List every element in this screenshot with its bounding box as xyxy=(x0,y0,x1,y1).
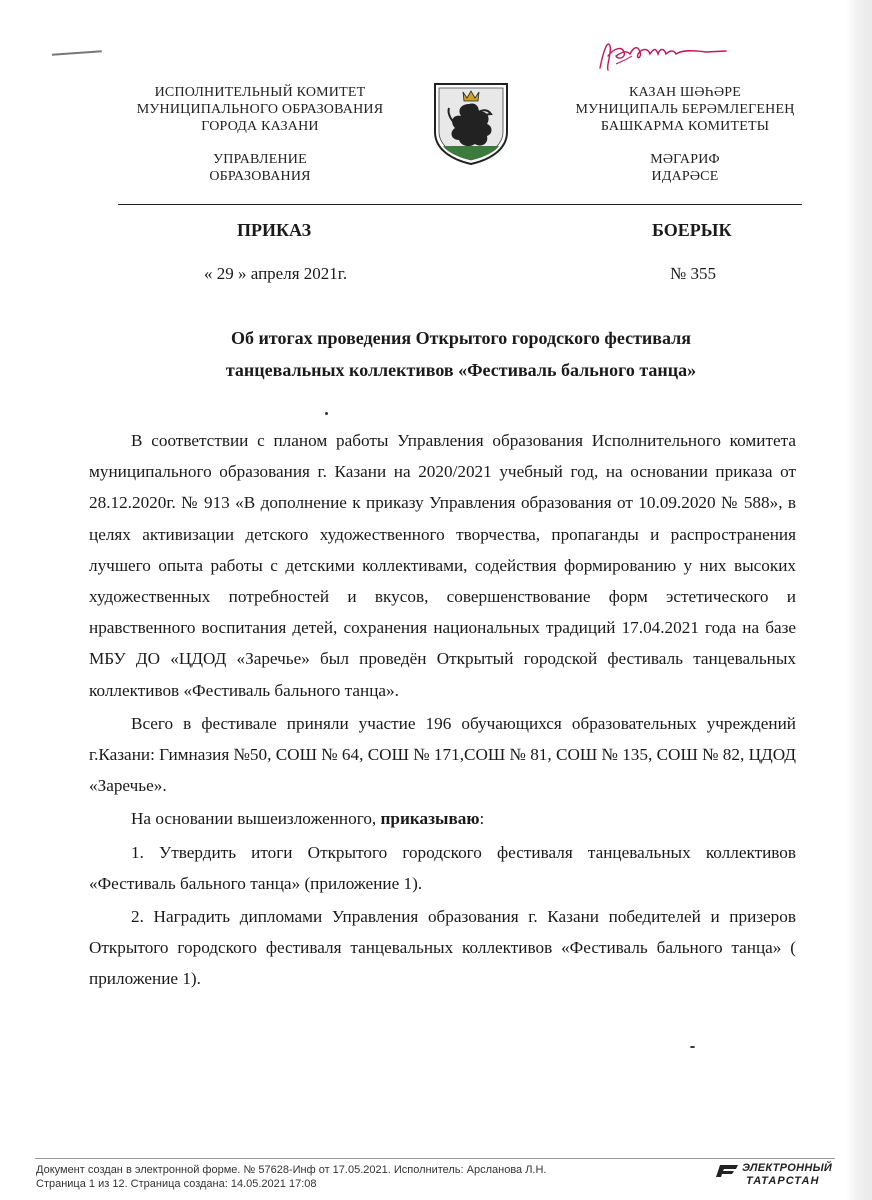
header-right-org xyxy=(520,84,850,135)
header-right-department xyxy=(520,151,850,185)
order-directive: приказываю xyxy=(380,809,480,829)
order-subject-line: Об итогах проведения Открытого городского фестиваля xyxy=(231,328,691,348)
scan-speck xyxy=(325,412,328,415)
brand-line: ЭЛЕКТРОННЫЙ xyxy=(742,1162,833,1174)
header-right-line: КАЗАН ШӘҺӘРЕ xyxy=(628,85,741,100)
signature-icon xyxy=(596,38,736,78)
scan-speck xyxy=(690,1046,695,1048)
order-title-ru: ПРИКАЗ xyxy=(237,220,312,240)
header-right-line: БАШКАРМА КОМИТЕТЫ xyxy=(600,119,770,134)
order-title-tt: БОЕРЫК xyxy=(652,220,732,240)
body-text-run: : xyxy=(479,809,485,829)
body-paragraph: В соответствии с планом работы Управления образования Исполнительного комитета муниципального образования г. Казани на 2020/2021 учебный год, на основании приказа от 28.12.2020г. № 913 «В дополнение к приказу Управления образования от 10.09.2020 № 588», в целях активизации детского художественного творчества, пропаганды и распространения лучшего опыта работы с детскими коллективами, содействия формированию у них высоких художественных потребностей и вкусов, совершенствование форм эстетического и нравственного воспитания детей, сохранения национальных традиций 17.04.2021 года на базе МБУ ДО «ЦДОД «Заречье» был проведён Открытый городской фестиваль танцевальных коллективов «Фестиваль бального танца». xyxy=(89,431,796,700)
kazan-emblem-icon xyxy=(431,80,511,166)
header-left-sub-line: УПРАВЛЕНИЕ xyxy=(213,152,307,167)
order-body xyxy=(89,425,796,995)
header-left-line: ИСПОЛНИТЕЛЬНЫЙ КОМИТЕТ xyxy=(154,85,366,100)
body-paragraph: 2. Наградить дипломами Управления образования г. Казани победителей и призеров Открытого городского фестиваля танцевальных коллективов «Фестиваль бального танца» ( приложение 1). xyxy=(89,907,796,989)
brand-line: ТАТАРСТАН xyxy=(746,1175,820,1187)
scan-mark xyxy=(52,50,102,59)
body-paragraph xyxy=(89,803,796,834)
header-left-line: ГОРОДА КАЗАНИ xyxy=(201,119,319,134)
order-date: « 29 » апреля 2021г. xyxy=(204,264,348,283)
header-divider xyxy=(118,204,802,205)
body-text-run: На основании вышеизложенного, xyxy=(131,809,381,829)
footer-line: Страница 1 из 12. Страница создана: 14.05.2021 17:08 xyxy=(36,1178,317,1190)
header-left-sub-line: ОБРАЗОВАНИЯ xyxy=(209,169,311,184)
order-subject-line: танцевальных коллективов «Фестиваль бального танца» xyxy=(225,360,697,380)
header-right-sub-line: МӘГАРИФ xyxy=(650,152,720,167)
body-paragraph: Всего в фестивале приняли участие 196 обучающихся образовательных учреждений г.Казани: Гимназия №50, СОШ № 64, СОШ № 171,СОШ № 81, СОШ № 135, СОШ № 82, ЦДОД «Заречье». xyxy=(89,713,796,796)
body-paragraph: 1. Утвердить итоги Открытого городского фестиваля танцевальных коллективов «Фестиваль бального танца» (приложение 1). xyxy=(89,842,796,893)
header-right-sub-line: ИДАРӘСЕ xyxy=(651,169,719,184)
footer xyxy=(36,1163,547,1190)
order-number: № 355 xyxy=(670,264,716,283)
electronic-tatarstan-logo-icon xyxy=(716,1163,740,1179)
header-left-org xyxy=(95,84,425,135)
footer-divider xyxy=(35,1158,835,1159)
header-right-line: МУНИЦИПАЛЬ БЕРӘМЛЕГЕНЕҢ xyxy=(575,102,795,117)
footer-line: Документ создан в электронной форме. № 57628-Инф от 17.05.2021. Исполнитель: Арсланова Л.Н. xyxy=(36,1164,547,1176)
order-subject xyxy=(90,322,832,386)
header-left-line: МУНИЦИПАЛЬНОГО ОБРАЗОВАНИЯ xyxy=(136,102,384,117)
header-left-department xyxy=(95,151,425,185)
